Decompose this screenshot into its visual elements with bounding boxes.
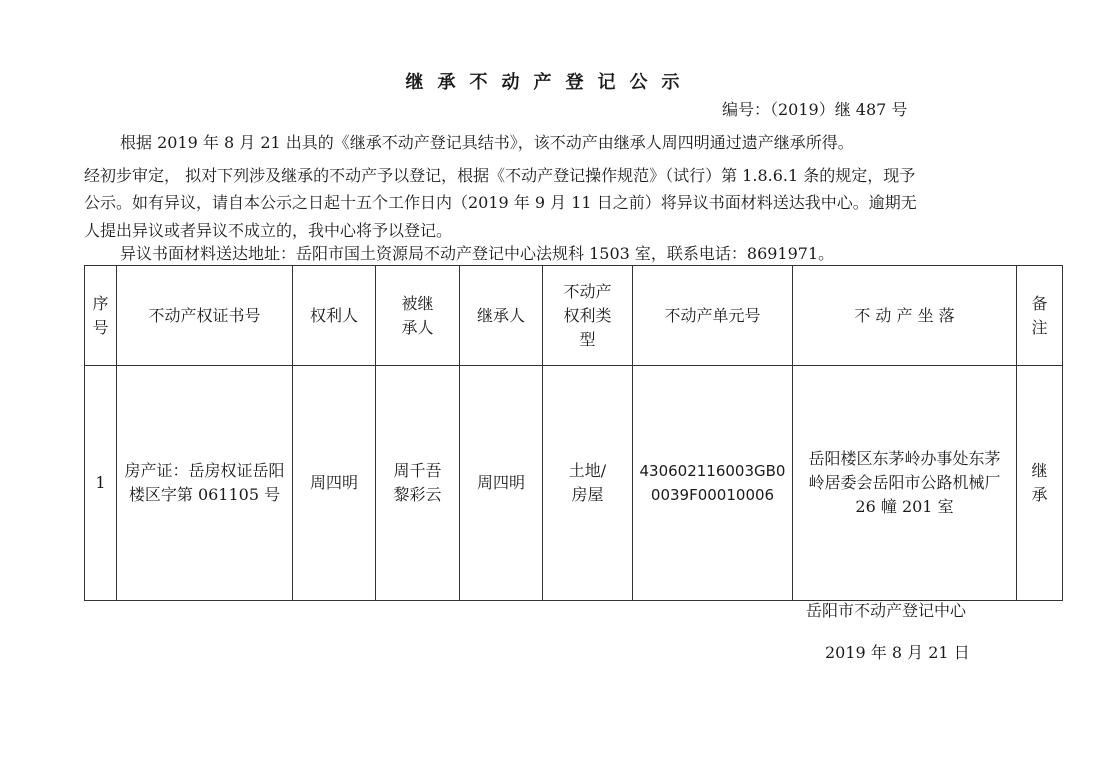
- paragraph-3: 公示。如有异议，请自本公示之日起十五个工作日内（2019 年 9 月 11 日之前）将异议书面材料送达我中心。逾期无: [84, 193, 917, 212]
- cell-seq: 1: [85, 366, 117, 601]
- paragraph-1: 根据 2019 年 8 月 21 出具的《继承不动产登记具结书》，该不动产由继承人周四明通过遗产继承所得。: [120, 133, 854, 152]
- header-location: 不 动 产 坐 落: [793, 266, 1017, 366]
- header-cert-no: 不动产权证书号: [117, 266, 293, 366]
- cell-decedent: 周千吾 黎彩云: [376, 366, 460, 601]
- cell-remark: 继承: [1017, 366, 1063, 601]
- cell-unit-no: 430602116003GB00039F00010006: [633, 366, 793, 601]
- registration-table: [84, 265, 1063, 601]
- document-number: 编号：（2019）继 487 号: [722, 100, 908, 119]
- header-unit-no: 不动产单元号: [633, 266, 793, 366]
- header-right-type: 不动产权利类型: [543, 266, 633, 366]
- issue-date: 2019 年 8 月 21 日: [825, 643, 970, 662]
- header-remark: 备注: [1017, 266, 1063, 366]
- cell-right-type: 土地/房屋: [543, 366, 633, 601]
- header-heir: 继承人: [460, 266, 543, 366]
- document-title: 继承不动产登记公示: [405, 72, 694, 93]
- header-right-holder: 权利人: [293, 266, 376, 366]
- issuing-organization: 岳阳市不动产登记中心: [806, 601, 967, 620]
- cell-location: 岳阳楼区东茅岭办事处东茅岭居委会岳阳市公路机械厂 26 幢 201 室: [793, 366, 1017, 601]
- paragraph-4: 人提出异议或者异议不成立的，我中心将予以登记。: [84, 221, 453, 240]
- paragraph-2: 经初步审定， 拟对下列涉及继承的不动产予以登记，根据《不动产登记操作规范》（试行）第 1.8.6.1 条的规定，现予: [84, 166, 916, 185]
- objection-address: 异议书面材料送达地址：岳阳市国土资源局不动产登记中心法规科 1503 室，联系电话：8691971。: [120, 244, 835, 263]
- cell-right-holder: 周四明: [293, 366, 376, 601]
- header-seq: 序号: [85, 266, 117, 366]
- table-header-row: [85, 266, 1063, 366]
- table-row: [85, 366, 1063, 601]
- cell-cert-no: 房产证：岳房权证岳阳楼区字第 061105 号: [117, 366, 293, 601]
- header-decedent: 被继承人: [376, 266, 460, 366]
- cell-heir: 周四明: [460, 366, 543, 601]
